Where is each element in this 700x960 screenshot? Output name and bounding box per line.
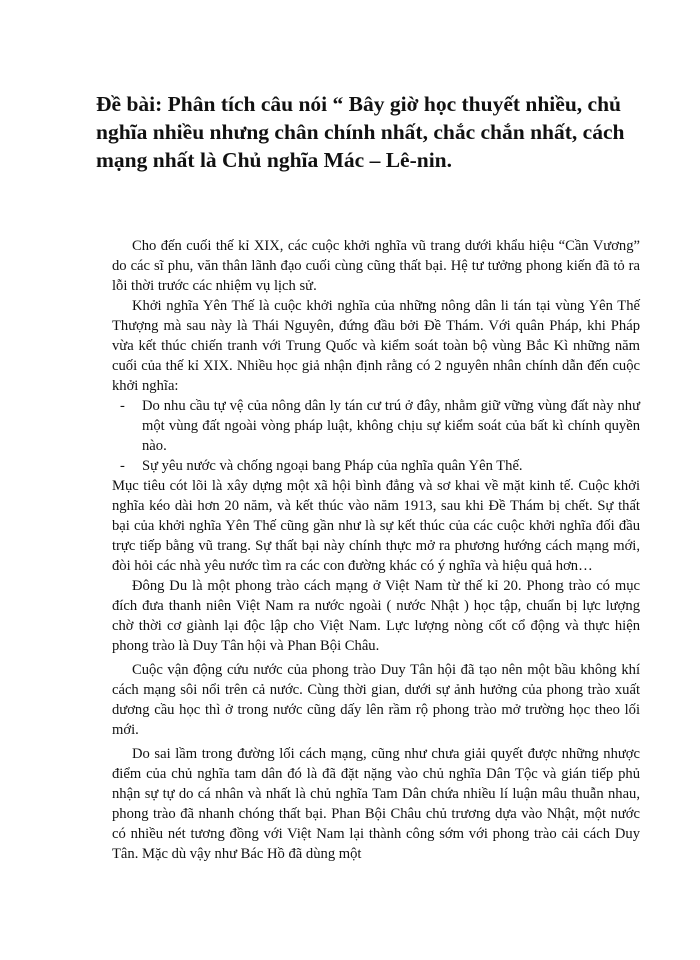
list-item [120, 396, 640, 456]
paragraph-yen-the: Khởi nghĩa Yên Thế là cuộc khởi nghĩa của những nông dân li tán tại vùng Yên Thế Thượng mà sau này là Thái Nguyên, đứng đầu bởi Đề Thám. Với quân Pháp, khi Pháp vừa kết thúc chiến tranh với Trung Quốc và kiểm soát toàn bộ vùng Bắc Kì những năm cuối của thế kỉ XIX. Nhiều học giả nhận định rằng có 2 nguyên nhân chính dẫn đến cuộc khởi nghĩa: [112, 298, 640, 394]
essay-title: Đề bài: Phân tích câu nói “ Bây giờ học thuyết nhiều, chủ nghĩa nhiều nhưng chân chính nhất, chắc chắn nhất, cách mạng nhất là Chủ nghĩa Mác – Lê-nin. [96, 92, 625, 172]
list-item-text: Sự yêu nước và chống ngoại bang Pháp của nghĩa quân Yên Thế. [142, 458, 523, 474]
cause-list [112, 396, 640, 476]
paragraph-can-vuong: Cho đến cuối thế kỉ XIX, các cuộc khởi nghĩa vũ trang dưới khẩu hiệu “Cần Vương” do các sĩ phu, văn thân lãnh đạo cuối cùng cũng thất bại. Hệ tư tưởng phong kiến đã tỏ ra lỗi thời trước các nhiệm vụ lịch sử. [112, 238, 640, 294]
list-item [120, 456, 640, 476]
bullet-dash: - [120, 458, 125, 474]
bullet-dash: - [120, 398, 125, 414]
paragraph-sai-lam: Do sai lầm trong đường lối cách mạng, cũng như chưa giải quyết được những nhược điểm của chủ nghĩa tam dân đó là đã đặt nặng vào chủ nghĩa Dân Tộc và gián tiếp phủ nhận sự tự do cá nhân và nhất là chủ nghĩa Tam Dân chứa nhiều lí luận mâu thuẫn nhau, phong trào đã nhanh chóng thất bại. Phan Bội Châu chủ trương dựa vào Nhật, một nước có nhiều nét tương đồng với Việt Nam lại thành công sớm với phong trào cải cách Duy Tân. Mặc dù vậy như Bác Hồ đã dùng một [112, 746, 640, 862]
paragraph-muc-tieu: Mục tiêu cót lõi là xây dựng một xã hội bình đẳng và sơ khai về mặt kinh tế. Cuộc khởi nghĩa kéo dài hơn 20 năm, và kết thúc vào năm 1913, sau khi Đề Thám bị chết. Sự thất bại của khởi nghĩa Yên Thế cũng gần như là sự kết thúc của các cuộc khởi nghĩa đối đầu trực tiếp bằng vũ trang. Sự thất bại này chính thực mở ra phương hướng cách mạng mới, đòi hỏi các nhà yêu nước tìm ra các con đường khác có ý nghĩa và hiệu quả hơn… [112, 478, 640, 574]
paragraph-dong-du: Đông Du là một phong trào cách mạng ở Việt Nam từ thế kỉ 20. Phong trào có mục đích đưa thanh niên Việt Nam ra nước ngoài ( nước Nhật ) học tập, chuẩn bị lực lượng chờ thời cơ giành lại độc lập cho Việt Nam. Lực lượng nòng cốt cổ động và thực hiện phong trào là Duy Tân hội và Phan Bội Châu. [112, 578, 640, 654]
list-item-text: Do nhu cầu tự vệ của nông dân ly tán cư trú ở đây, nhằm giữ vững vùng đất này như một vùng đất ngoài vòng pháp luật, không chịu sự kiểm soát của bất kì chính quyền nào. [142, 398, 640, 454]
essay-body [112, 236, 640, 864]
paragraph-duy-tan: Cuộc vận động cứu nước của phong trào Duy Tân hội đã tạo nên một bầu không khí cách mạng sôi nổi trên cả nước. Cùng thời gian, dưới sự ảnh hưởng của phong trào xuất dương cầu học thì ở trong nước cũng dấy lên rầm rộ phong trào mở trường học theo lối mới. [112, 662, 640, 738]
